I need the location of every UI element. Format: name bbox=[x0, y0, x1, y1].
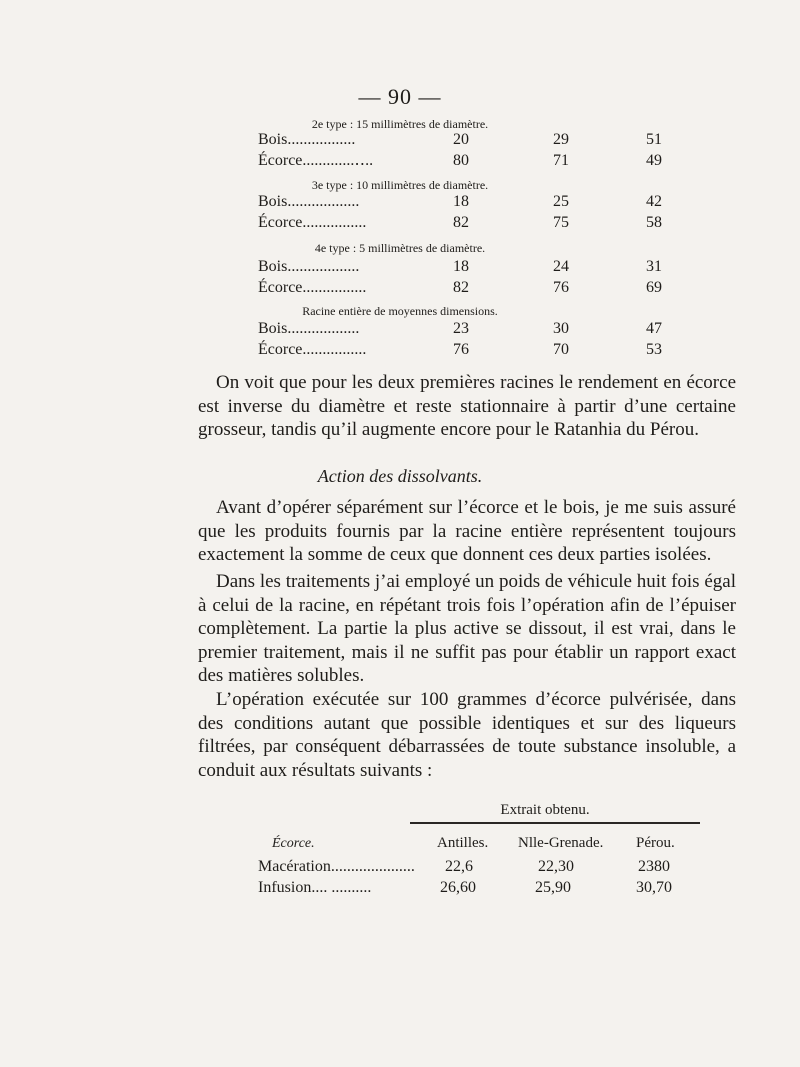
table-heading: 3e type : 10 millimètres de diamètre. bbox=[311, 178, 489, 192]
cell-value: 82 bbox=[453, 279, 469, 296]
cell-value: 80 bbox=[453, 152, 469, 169]
cell-value: 75 bbox=[553, 214, 569, 231]
table-row bbox=[258, 191, 698, 213]
cell-value: 24 bbox=[553, 258, 569, 275]
cell-value: 29 bbox=[553, 131, 569, 148]
column-header: Antilles. bbox=[437, 835, 489, 851]
cell-value: 47 bbox=[646, 320, 662, 337]
cell-value: 25,90 bbox=[535, 879, 571, 896]
table-heading: Racine entière de moyennes dimensions. bbox=[302, 304, 498, 318]
cell-value: 76 bbox=[553, 279, 569, 296]
extract-row-header: Écorce. bbox=[272, 836, 315, 851]
cell-value: 20 bbox=[453, 131, 469, 148]
cell-value: 53 bbox=[646, 341, 662, 358]
cell-value: 30,70 bbox=[636, 879, 672, 896]
row-label: Écorce.............‥.. bbox=[258, 152, 374, 169]
cell-value: 31 bbox=[646, 258, 662, 275]
cell-value: 22,30 bbox=[538, 858, 574, 875]
cell-value: 18 bbox=[453, 193, 469, 210]
paragraph: On voit que pour les deux premières racines le rendement en écorce est inverse du diamètre et reste stationnaire à partir d’une certaine grosseur, tandis qu’il augmente encore pour le Ratanhia du Pérou. bbox=[198, 372, 736, 440]
table-row bbox=[258, 256, 698, 278]
cell-value: 23 bbox=[453, 320, 469, 337]
table-row bbox=[258, 212, 698, 234]
cell-value: 26,60 bbox=[440, 879, 476, 896]
column-header: Pérou. bbox=[636, 835, 675, 851]
table-row bbox=[258, 129, 698, 151]
column-header: Nlle-Grenade. bbox=[518, 835, 604, 851]
cell-value: 22,6 bbox=[445, 858, 473, 875]
row-label: Écorce................ bbox=[258, 214, 367, 231]
cell-value: 2380 bbox=[638, 858, 670, 875]
cell-value: 30 bbox=[553, 320, 569, 337]
page-number: — 90 — bbox=[358, 84, 442, 109]
cell-value: 70 bbox=[553, 341, 569, 358]
extract-table-title: Extrait obtenu. bbox=[500, 802, 590, 818]
paragraph: Dans les traitements j’ai employé un poids de véhicule huit fois égal à celui de la racine, en répétant trois fois l’opération afin de l’épuiser complètement. La partie la plus active se dissout, il est vrai, dans le premier traitement, mais il ne suffit pas pour établir un rapport exact des matières solubles. bbox=[198, 571, 736, 686]
cell-value: 25 bbox=[553, 193, 569, 210]
cell-value: 49 bbox=[646, 152, 662, 169]
table-row bbox=[258, 150, 698, 172]
table-row bbox=[258, 277, 698, 299]
row-label: Bois.................. bbox=[258, 193, 360, 210]
row-label: Écorce................ bbox=[258, 341, 367, 358]
row-label: Bois.................. bbox=[258, 320, 360, 337]
cell-value: 58 bbox=[646, 214, 662, 231]
row-label: Bois.................. bbox=[258, 258, 360, 275]
table-row bbox=[258, 318, 698, 340]
cell-value: 82 bbox=[453, 214, 469, 231]
paragraph: L’opération exécutée sur 100 grammes d’écorce pulvérisée, dans des conditions autant que possible identiques et sur des liqueurs filtrées, par conséquent débarrassées de toute substance insoluble, a conduit aux résultats suivants : bbox=[198, 689, 736, 781]
cell-value: 69 bbox=[646, 279, 662, 296]
cell-value: 18 bbox=[453, 258, 469, 275]
row-label: Macération..................... bbox=[258, 858, 415, 875]
cell-value: 42 bbox=[646, 193, 662, 210]
cell-value: 71 bbox=[553, 152, 569, 169]
brace-rule bbox=[410, 822, 700, 830]
row-label: Bois................. bbox=[258, 131, 356, 148]
paragraph: Avant d’opérer séparément sur l’écorce et le bois, je me suis assuré que les produits fournis par la racine entière représentent toujours exactement la somme de ceux que donnent ces deux parties isolées. bbox=[198, 497, 736, 565]
table-row bbox=[258, 339, 698, 361]
table-heading: 4e type : 5 millimètres de diamètre. bbox=[314, 241, 486, 255]
cell-value: 76 bbox=[453, 341, 469, 358]
row-label: Écorce................ bbox=[258, 279, 367, 296]
section-title: Action des dissolvants. bbox=[317, 466, 483, 486]
row-label: Infusion.... .......... bbox=[258, 879, 372, 896]
cell-value: 51 bbox=[646, 131, 662, 148]
table-heading: 2e type : 15 millimètres de diamètre. bbox=[311, 117, 489, 131]
